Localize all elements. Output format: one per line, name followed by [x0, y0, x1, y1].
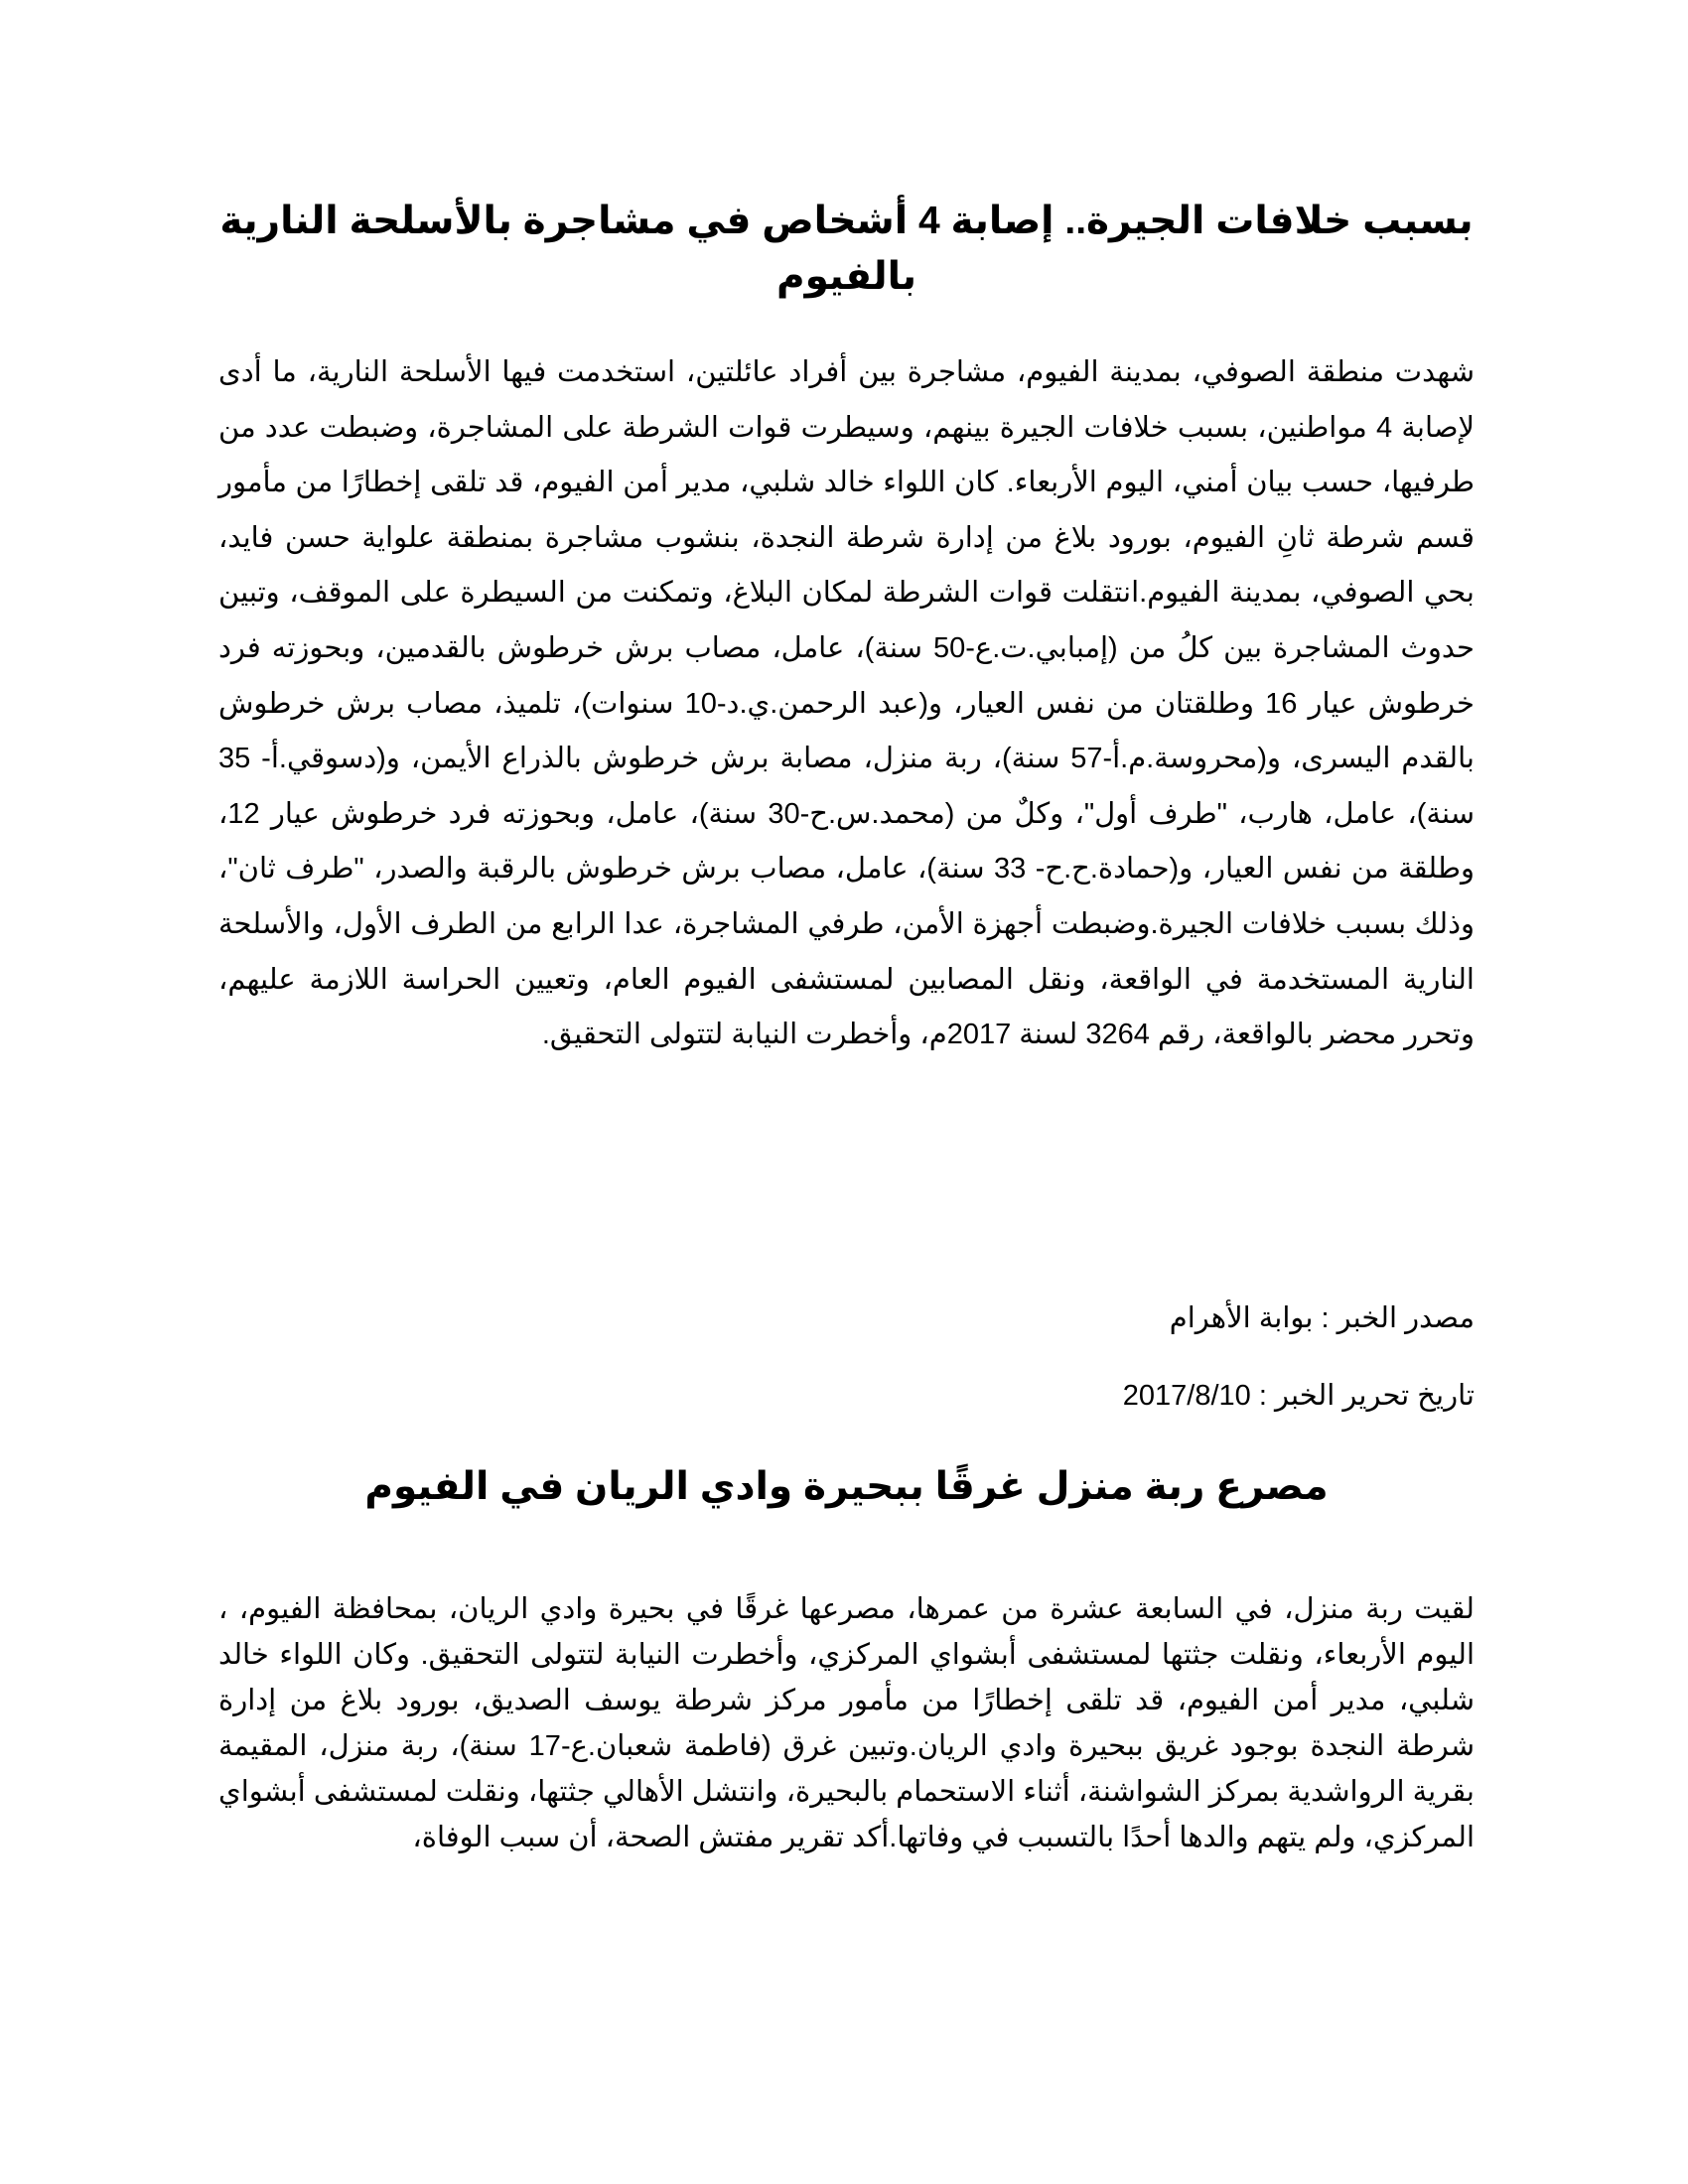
- article-1-title: بسبب خلافات الجيرة.. إصابة 4 أشخاص في مشاجرة بالأسلحة النارية بالفيوم: [219, 200, 1474, 298]
- article-2-body-block: [218, 1586, 1475, 1860]
- article-1-body-block: [218, 345, 1475, 1063]
- article-1-body: شهدت منطقة الصوفي، بمدينة الفيوم، مشاجرة بين أفراد عائلتين، استخدمت فيها الأسلحة النارية، ما أدى لإصابة 4 مواطنين، بسبب خلافات الجيرة بينهم، وسيطرت قوات الشرطة على المشاجرة، وضبطت عدد من طرفيها، حسب بيان أمني، اليوم الأربعاء. كان اللواء خالد شلبي، مدير أمن الفيوم، قد تلقى إخطارًا من مأمور قسم شرطة ثانِ الفيوم، بورود بلاغ من إدارة شرطة النجدة، بنشوب مشاجرة بمنطقة علواية حسن فايد، بحي الصوفي، بمدينة الفيوم.انتقلت قوات الشرطة لمكان البلاغ، وتمكنت من السيطرة على الموقف، وتبين حدوث المشاجرة بين كلُ من (إمبابي.ت.ع-50 سنة)، عامل، مصاب برش خرطوش بالقدمين، وبحوزته فرد خرطوش عيار 16 وطلقتان من نفس العيار، و(عبد الرحمن.ي.د-10 سنوات)، تلميذ، مصاب برش خرطوش بالقدم اليسرى، و(محروسة.م.أ-57 سنة)، ربة منزل، مصابة برش خرطوش بالذراع الأيمن، و(دسوقي.أ- 35 سنة)، عامل، هارب، "طرف أول"، وكلٌ من (محمد.س.ح-30 سنة)، عامل، وبحوزته فرد خرطوش عيار 12، وطلقة من نفس العيار، و(حمادة.ح.ح- 33 سنة)، عامل، مصاب برش خرطوش بالرقبة والصدر، "طرف ثان"، وذلك بسبب خلافات الجيرة.وضبطت أجهزة الأمن، طرفي المشاجرة، عدا الرابع من الطرف الأول، والأسلحة النارية المستخدمة في الواقعة، ونقل المصابين لمستشفى الفيوم العام، وتعيين الحراسة اللازمة عليهم، وتحرر محضر بالواقعة، رقم 3264 لسنة 2017م، وأخطرت النيابة لتتولى التحقيق.: [218, 356, 1476, 1051]
- article-1-source: مصدر الخبر : بوابة الأهرام: [1169, 1302, 1475, 1334]
- article-1: [218, 194, 1475, 305]
- article-2-title: مصرع ربة منزل غرقًا ببحيرة وادي الريان في الفيوم: [364, 1465, 1329, 1508]
- article-1-date: تاريخ تحرير الخبر : 2017/8/10: [1122, 1380, 1475, 1412]
- article-2: [218, 1459, 1475, 1515]
- article-2-body: لقيت ربة منزل، في السابعة عشرة من عمرها، مصرعها غرقًا في بحيرة وادي الريان، بمحافظة الفيوم، ، اليوم الأربعاء، ونقلت جثتها لمستشفى أبشواي المركزي، وأخطرت النيابة لتتولى التحقيق. وكان اللواء خالد شلبي، مدير أمن الفيوم، قد تلقى إخطارًا من مأمور مركز شرطة يوسف الصديق، بورود بلاغ من إدارة شرطة النجدة بوجود غريق ببحيرة وادي الريان.وتبين غرق (فاطمة شعبان.ع-17 سنة)، ربة منزل، المقيمة بقرية الرواشدية بمركز الشواشنة، أثناء الاستحمام بالبحيرة، وانتشل الأهالي جثتها، ونقلت لمستشفى أبشواي المركزي، ولم يتهم والدها أحدًا بالتسبب في وفاتها.أكد تقرير مفتش الصحة، أن سبب الوفاة،: [218, 1593, 1475, 1853]
- article-1-source-block: [218, 1298, 1475, 1338]
- article-1-date-block: [218, 1376, 1475, 1416]
